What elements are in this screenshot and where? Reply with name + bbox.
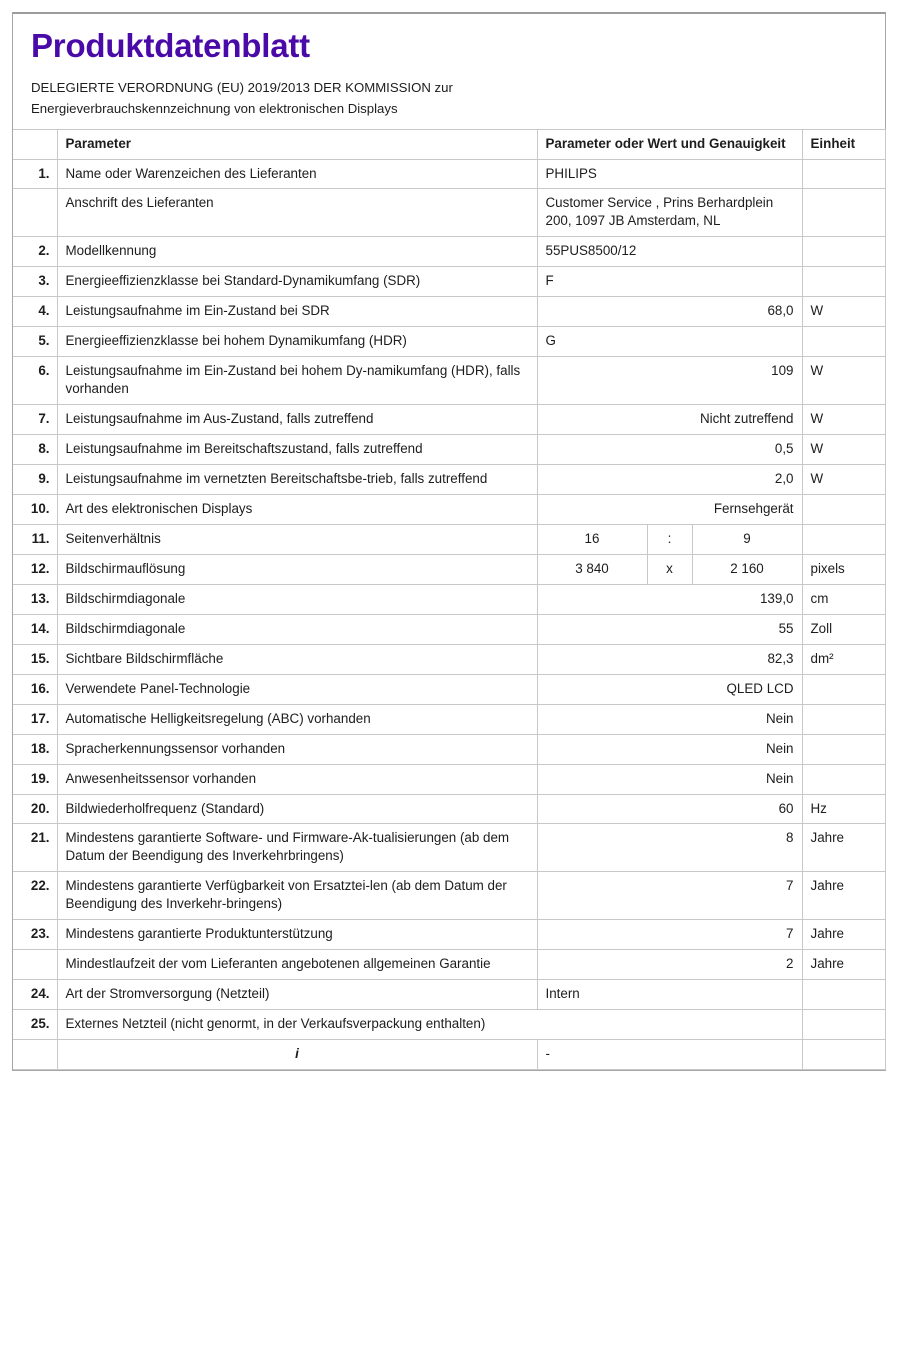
table-row <box>13 267 885 297</box>
table-row <box>13 764 885 794</box>
table-row <box>13 524 885 554</box>
table-row <box>13 327 885 357</box>
row-unit: W <box>802 405 885 435</box>
row-unit: W <box>802 357 885 405</box>
row-value-secondary: 9 <box>692 524 802 554</box>
row-value-primary: 16 <box>537 524 647 554</box>
row-unit: W <box>802 297 885 327</box>
row-value: 8 <box>537 824 802 872</box>
header-cell-number <box>13 129 57 159</box>
row-parameter: Leistungsaufnahme im Aus-Zustand, falls zutreffend <box>57 405 537 435</box>
row-number: 16. <box>13 674 57 704</box>
specifications-table <box>13 129 886 1070</box>
row-value: 60 <box>537 794 802 824</box>
row-unit: Jahre <box>802 872 885 920</box>
row-unit: Jahre <box>802 824 885 872</box>
row-unit: W <box>802 435 885 465</box>
table-row <box>13 297 885 327</box>
row-parameter: Bildschirmdiagonale <box>57 584 537 614</box>
row-value: Nicht zutreffend <box>537 405 802 435</box>
row-unit: Zoll <box>802 614 885 644</box>
row-value: Intern <box>537 980 802 1010</box>
row-unit <box>802 674 885 704</box>
row-parameter: Modellkennung <box>57 237 537 267</box>
row-value-secondary: 2 160 <box>692 554 802 584</box>
row-number: 19. <box>13 764 57 794</box>
row-unit <box>802 327 885 357</box>
row-value: 55 <box>537 614 802 644</box>
row-unit: cm <box>802 584 885 614</box>
row-parameter: Seitenverhältnis <box>57 524 537 554</box>
row-unit <box>802 1040 885 1070</box>
row-number: 15. <box>13 644 57 674</box>
row-value: 68,0 <box>537 297 802 327</box>
note-value: - <box>537 1040 802 1070</box>
table-row <box>13 159 885 189</box>
row-parameter: Bildwiederholfrequenz (Standard) <box>57 794 537 824</box>
row-number: 18. <box>13 734 57 764</box>
row-parameter: Art des elektronischen Displays <box>57 494 537 524</box>
row-parameter: Leistungsaufnahme im Bereitschaftszustand, falls zutreffend <box>57 435 537 465</box>
row-number: 14. <box>13 614 57 644</box>
specifications-table-body <box>13 129 885 1069</box>
table-row <box>13 357 885 405</box>
row-number: 13. <box>13 584 57 614</box>
row-value-separator: : <box>647 524 692 554</box>
row-unit <box>802 980 885 1010</box>
table-row <box>13 734 885 764</box>
header-cell-parameter: Parameter <box>57 129 537 159</box>
row-number: 5. <box>13 327 57 357</box>
row-number: 22. <box>13 872 57 920</box>
product-datasheet <box>12 12 886 1071</box>
table-row <box>13 704 885 734</box>
row-number: 1. <box>13 159 57 189</box>
document-subtitle-line-1: DELEGIERTE VERORDNUNG (EU) 2019/2013 DER KOMMISSION zur <box>31 80 453 96</box>
table-row <box>13 465 885 495</box>
row-number <box>13 1040 57 1070</box>
row-parameter: Spracherkennungssensor vorhanden <box>57 734 537 764</box>
row-unit: Jahre <box>802 920 885 950</box>
table-row <box>13 494 885 524</box>
row-unit <box>802 237 885 267</box>
row-number: 8. <box>13 435 57 465</box>
document-subtitle-line-2: Energieverbrauchskennzeichnung von elektronischen Displays <box>31 101 398 117</box>
row-number: 20. <box>13 794 57 824</box>
row-number: 10. <box>13 494 57 524</box>
row-unit <box>802 764 885 794</box>
table-row <box>13 644 885 674</box>
table-row <box>13 920 885 950</box>
table-row <box>13 554 885 584</box>
row-unit <box>802 267 885 297</box>
row-value: PHILIPS <box>537 159 802 189</box>
row-unit <box>802 494 885 524</box>
row-value: 0,5 <box>537 435 802 465</box>
row-number: 6. <box>13 357 57 405</box>
row-value: Fernsehgerät <box>537 494 802 524</box>
table-row <box>13 189 885 237</box>
table-row-note <box>13 1040 885 1070</box>
row-value: 55PUS8500/12 <box>537 237 802 267</box>
row-parameter: Mindestens garantierte Produktunterstützung <box>57 920 537 950</box>
header-cell-value: Parameter oder Wert und Genauigkeit <box>537 129 802 159</box>
table-row <box>13 674 885 704</box>
row-parameter: Verwendete Panel-Technologie <box>57 674 537 704</box>
row-number: 3. <box>13 267 57 297</box>
row-number: 21. <box>13 824 57 872</box>
row-number: 7. <box>13 405 57 435</box>
row-value: Nein <box>537 764 802 794</box>
table-row <box>13 435 885 465</box>
row-number: 24. <box>13 980 57 1010</box>
row-parameter: Externes Netzteil (nicht genormt, in der Verkaufsverpackung enthalten) <box>57 1010 802 1040</box>
table-row <box>13 872 885 920</box>
row-parameter: Mindestens garantierte Verfügbarkeit von Ersatztei-len (ab dem Datum der Beendigung des Inverkehr-bringens) <box>57 872 537 920</box>
row-unit <box>802 734 885 764</box>
row-parameter: Art der Stromversorgung (Netzteil) <box>57 980 537 1010</box>
row-parameter: Leistungsaufnahme im Ein-Zustand bei SDR <box>57 297 537 327</box>
row-value: 139,0 <box>537 584 802 614</box>
row-value: 2,0 <box>537 465 802 495</box>
page-title: Produktdatenblatt <box>31 27 310 64</box>
row-value: 7 <box>537 872 802 920</box>
row-parameter: Leistungsaufnahme im Ein-Zustand bei hohem Dy-namikumfang (HDR), falls vorhanden <box>57 357 537 405</box>
row-parameter: Bildschirmauflösung <box>57 554 537 584</box>
table-header-row <box>13 129 885 159</box>
row-parameter: Leistungsaufnahme im vernetzten Bereitschaftsbe-trieb, falls zutreffend <box>57 465 537 495</box>
row-value: Nein <box>537 704 802 734</box>
row-unit: W <box>802 465 885 495</box>
row-unit <box>802 159 885 189</box>
row-number: 9. <box>13 465 57 495</box>
row-value: 2 <box>537 950 802 980</box>
document-header <box>13 14 885 129</box>
note-marker: i <box>57 1040 537 1070</box>
row-parameter: Energieeffizienzklasse bei hohem Dynamikumfang (HDR) <box>57 327 537 357</box>
table-row-25 <box>13 1010 885 1040</box>
row-value: Nein <box>537 734 802 764</box>
row-number <box>13 950 57 980</box>
row-unit <box>802 704 885 734</box>
row-parameter: Anwesenheitssensor vorhanden <box>57 764 537 794</box>
row-value: Customer Service , Prins Berhardplein 200, 1097 JB Amsterdam, NL <box>537 189 802 237</box>
row-value-primary: 3 840 <box>537 554 647 584</box>
row-parameter: Energieeffizienzklasse bei Standard-Dynamikumfang (SDR) <box>57 267 537 297</box>
row-parameter: Anschrift des Lieferanten <box>57 189 537 237</box>
row-number: 17. <box>13 704 57 734</box>
table-row <box>13 614 885 644</box>
row-unit: pixels <box>802 554 885 584</box>
table-row <box>13 794 885 824</box>
row-unit: dm² <box>802 644 885 674</box>
row-parameter: Bildschirmdiagonale <box>57 614 537 644</box>
row-value-separator: x <box>647 554 692 584</box>
row-unit: Hz <box>802 794 885 824</box>
row-parameter: Mindestlaufzeit der vom Lieferanten angebotenen allgemeinen Garantie <box>57 950 537 980</box>
row-parameter: Mindestens garantierte Software- und Firmware-Ak-tualisierungen (ab dem Datum der Beendigung des Inverkehrbringens) <box>57 824 537 872</box>
table-row <box>13 950 885 980</box>
row-unit <box>802 1010 885 1040</box>
row-parameter: Name oder Warenzeichen des Lieferanten <box>57 159 537 189</box>
table-row <box>13 405 885 435</box>
row-number: 25. <box>13 1010 57 1040</box>
row-value: QLED LCD <box>537 674 802 704</box>
row-unit <box>802 189 885 237</box>
row-value: 7 <box>537 920 802 950</box>
row-number <box>13 189 57 237</box>
header-cell-unit: Einheit <box>802 129 885 159</box>
table-row <box>13 980 885 1010</box>
table-row <box>13 824 885 872</box>
row-number: 11. <box>13 524 57 554</box>
row-value: F <box>537 267 802 297</box>
row-value: 109 <box>537 357 802 405</box>
row-number: 23. <box>13 920 57 950</box>
row-unit: Jahre <box>802 950 885 980</box>
row-number: 4. <box>13 297 57 327</box>
row-unit <box>802 524 885 554</box>
row-parameter: Automatische Helligkeitsregelung (ABC) vorhanden <box>57 704 537 734</box>
row-value: 82,3 <box>537 644 802 674</box>
row-number: 12. <box>13 554 57 584</box>
row-parameter: Sichtbare Bildschirmfläche <box>57 644 537 674</box>
table-row <box>13 584 885 614</box>
row-number: 2. <box>13 237 57 267</box>
row-value: G <box>537 327 802 357</box>
table-row <box>13 237 885 267</box>
